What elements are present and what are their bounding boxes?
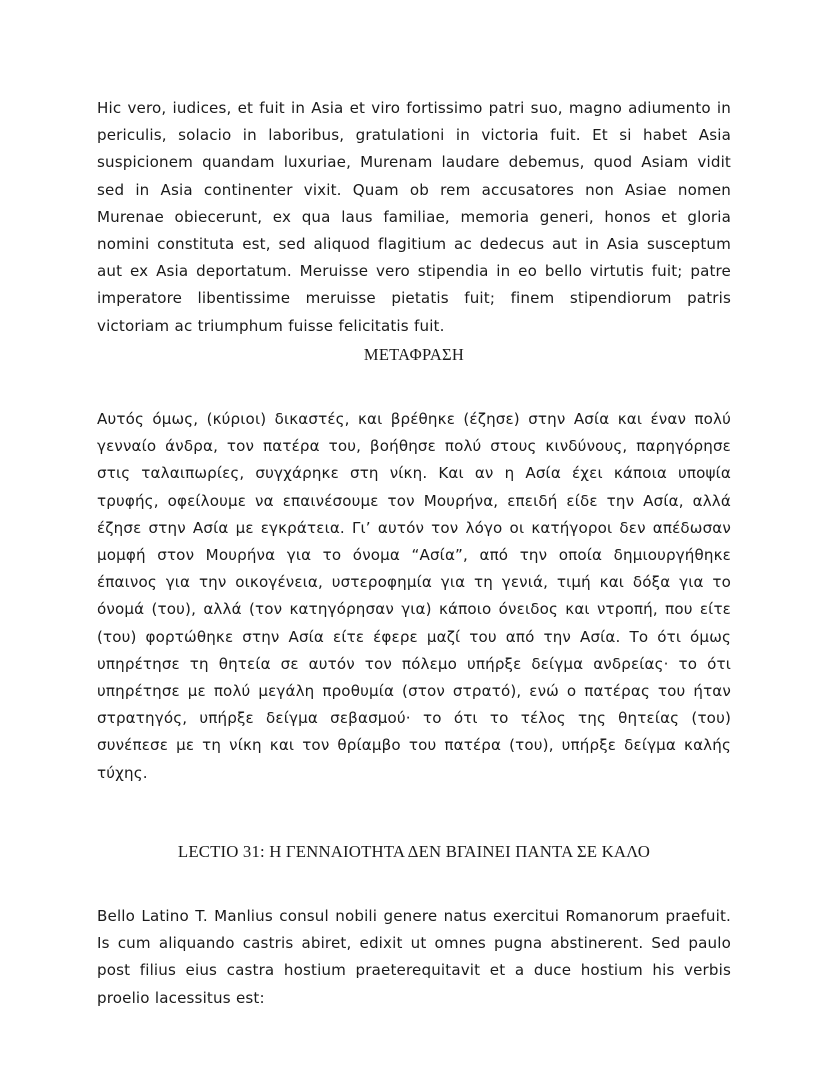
latin-passage-block-1 <box>97 95 731 340</box>
lectio-heading-block <box>97 841 731 863</box>
translation-heading-block <box>97 344 731 366</box>
latin-paragraph-2: Bello Latino T. Manlius consul nobili genere natus exercitui Romanorum praefuit. Is cum aliquando castris abiret, edixit ut omnes pugna abstinerent. Sed paulo post filius eius castra hostium praeterequitavit et a duce hostium his verbis proelio lacessitus est: <box>97 907 731 1007</box>
latin-paragraph-1: Hic vero, iudices, et fuit in Asia et viro fortissimo patri suo, magno adiumento in periculis, solacio in laboribus, gratulationi in victoria fuit. Et si habet Asia suspicionem quandam luxuriae, Murenam laudare debemus, quod Asiam vidit sed in Asia continenter vixit. Quam ob rem accusatores non Asiae nomen Murenae obiecerunt, ex qua laus familiae, memoria generi, honos et gloria nomini constituta est, sed aliquod flagitium ac dedecus aut in Asia susceptum aut ex Asia deportatum. Meruisse vero stipendia in eo bello virtutis fuit; patre imperatore libentissime meruisse pietatis fuit; finem stipendiorum patris victoriam ac triumphum fuisse felicitatis fuit. <box>97 99 731 335</box>
translation-heading: ΜΕΤΑΦΡΑΣΗ <box>363 345 465 364</box>
greek-translation-block <box>97 406 731 787</box>
lectio-heading: LECTIO 31: Η ΓΕΝΝΑΙΟΤΗΤΑ ΔΕΝ ΒΓΑΙΝΕΙ ΠΑΝΤΑ ΣΕ ΚΑΛΟ <box>177 842 651 861</box>
latin-passage-block-2 <box>97 903 731 1012</box>
greek-translation-paragraph: Αυτός όμως, (κύριοι) δικαστές, και βρέθηκε (έζησε) στην Ασία και έναν πολύ γενναίο άνδρα, τον πατέρα του, βοήθησε πολύ στους κινδύνους, παρηγόρησε στις ταλαιπωρίες, συγχάρηκε στη νίκη. Και αν η Ασία έχει κάποια υποψία τρυφής, οφείλουμε να επαινέσουμε τον Μουρήνα, επειδή είδε την Ασία, αλλά έζησε στην Ασία με εγκράτεια. Γι’ αυτόν τον λόγο οι κατήγοροι δεν απέδωσαν μομφή στον Μουρήνα για το όνομα “Ασία”, από την οποία δημιουργήθηκε έπαινος για την οικογένεια, υστεροφημία για τη γενιά, τιμή και δόξα για το όνομά (του), αλλά (τον κατηγόρησαν για) κάποιο όνειδος και ντροπή, που είτε (του) φορτώθηκε στην Ασία είτε έφερε μαζί του από την Ασία. Το ότι όμως υπηρέτησε τη θητεία σε αυτόν τον πόλεμο υπήρξε δείγμα ανδρείας· το ότι υπηρέτησε με πολύ μεγάλη προθυμία (στον στρατό), ενώ ο πατέρας του ήταν στρατηγός, υπήρξε δείγμα σεβασμού· το ότι το τέλος της θητείας (του) συνέπεσε με τη νίκη και τον θρίαμβο του πατέρα (του), υπήρξε δείγμα καλής τύχης. <box>97 410 731 782</box>
